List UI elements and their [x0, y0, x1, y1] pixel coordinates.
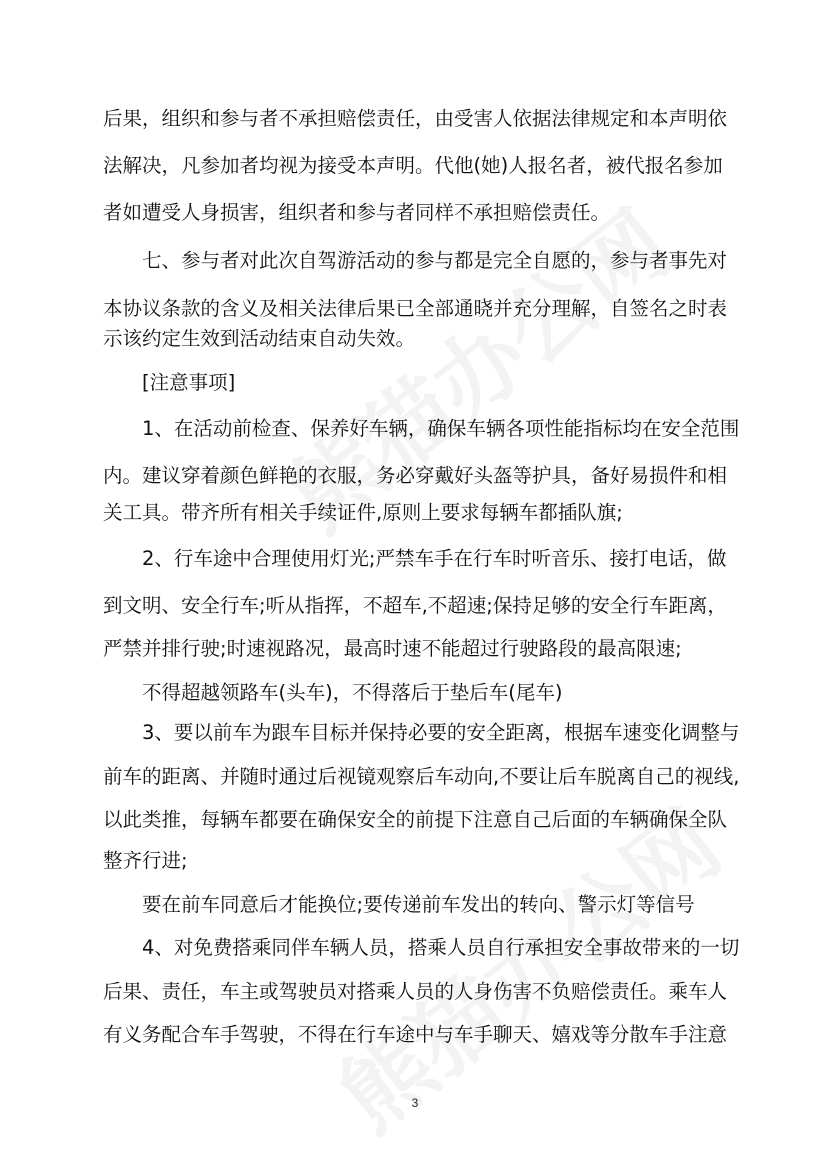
text-line: 到文明、安全行车;听从指挥，不超车,不超速;保持足够的安全行车距离， — [103, 594, 727, 617]
text-line: 本协议条款的含义及相关法律后果已全部通晓并充分理解，自签名之时表 — [103, 297, 728, 320]
page-number: 3 — [411, 1096, 419, 1110]
section-heading: [注意事项] — [142, 371, 236, 394]
text-line: 关工具。带齐所有相关手续证件,原则上要求每辆车都插队旗; — [103, 501, 623, 524]
text-line: 4、对免费搭乘同伴车辆人员，搭乘人员自行承担安全事故带来的一切 — [142, 936, 740, 959]
text-line: 要在前车同意后才能换位;要传递前车发出的转向、警示灯等信号 — [142, 893, 695, 916]
text-line: 者如遭受人身损害，组织者和参与者同样不承担赔偿责任。 — [103, 201, 611, 224]
text-line: 内。建议穿着颜色鲜艳的衣服，务必穿戴好头盔等护具，备好易损件和相 — [103, 464, 728, 487]
text-line: 七、参与者对此次自驾游活动的参与都是完全自愿的，参与者事先对 — [142, 249, 728, 272]
text-line: 有义务配合车手驾驶，不得在行车途中与车手聊天、嬉戏等分散车手注意 — [103, 1023, 728, 1046]
text-line: 严禁并排行驶;时速视路况，最高时速不能超过行驶路段的最高限速; — [103, 637, 682, 660]
text-line: 后果、责任，车主或驾驶员对搭乘人员的人身伤害不负赔偿责任。乘车人 — [103, 980, 728, 1003]
text-line: 以此类推，每辆车都要在确保安全的前提下注意自己后面的车辆确保全队 — [103, 808, 728, 831]
text-line: 后果，组织和参与者不承担赔偿责任，由受害人依据法律规定和本声明依 — [103, 107, 728, 130]
text-line: 1、在活动前检查、保养好车辆，确保车辆各项性能指标均在安全范围 — [142, 417, 740, 440]
text-line: 示该约定生效到活动结束自动失效。 — [103, 327, 416, 350]
watermark — [258, 175, 693, 554]
text-line: 前车的距离、并随时通过后视镜观察后车动向,不要让后车脱离自己的视线, — [103, 765, 740, 788]
text-line: 整齐行进; — [103, 849, 188, 872]
text-line: 3、要以前车为跟车目标并保持必要的安全距离，根据车速变化调整与 — [142, 721, 740, 744]
text-line: 法解决，凡参加者均视为接受本声明。代他(她)人报名者，被代报名参加 — [103, 154, 723, 177]
text-line: 不得超越领路车(头车)，不得落后于垫后车(尾车) — [142, 681, 563, 704]
text-line: 2、行车途中合理使用灯光;严禁车手在行车时听音乐、接打电话，做 — [142, 547, 727, 570]
